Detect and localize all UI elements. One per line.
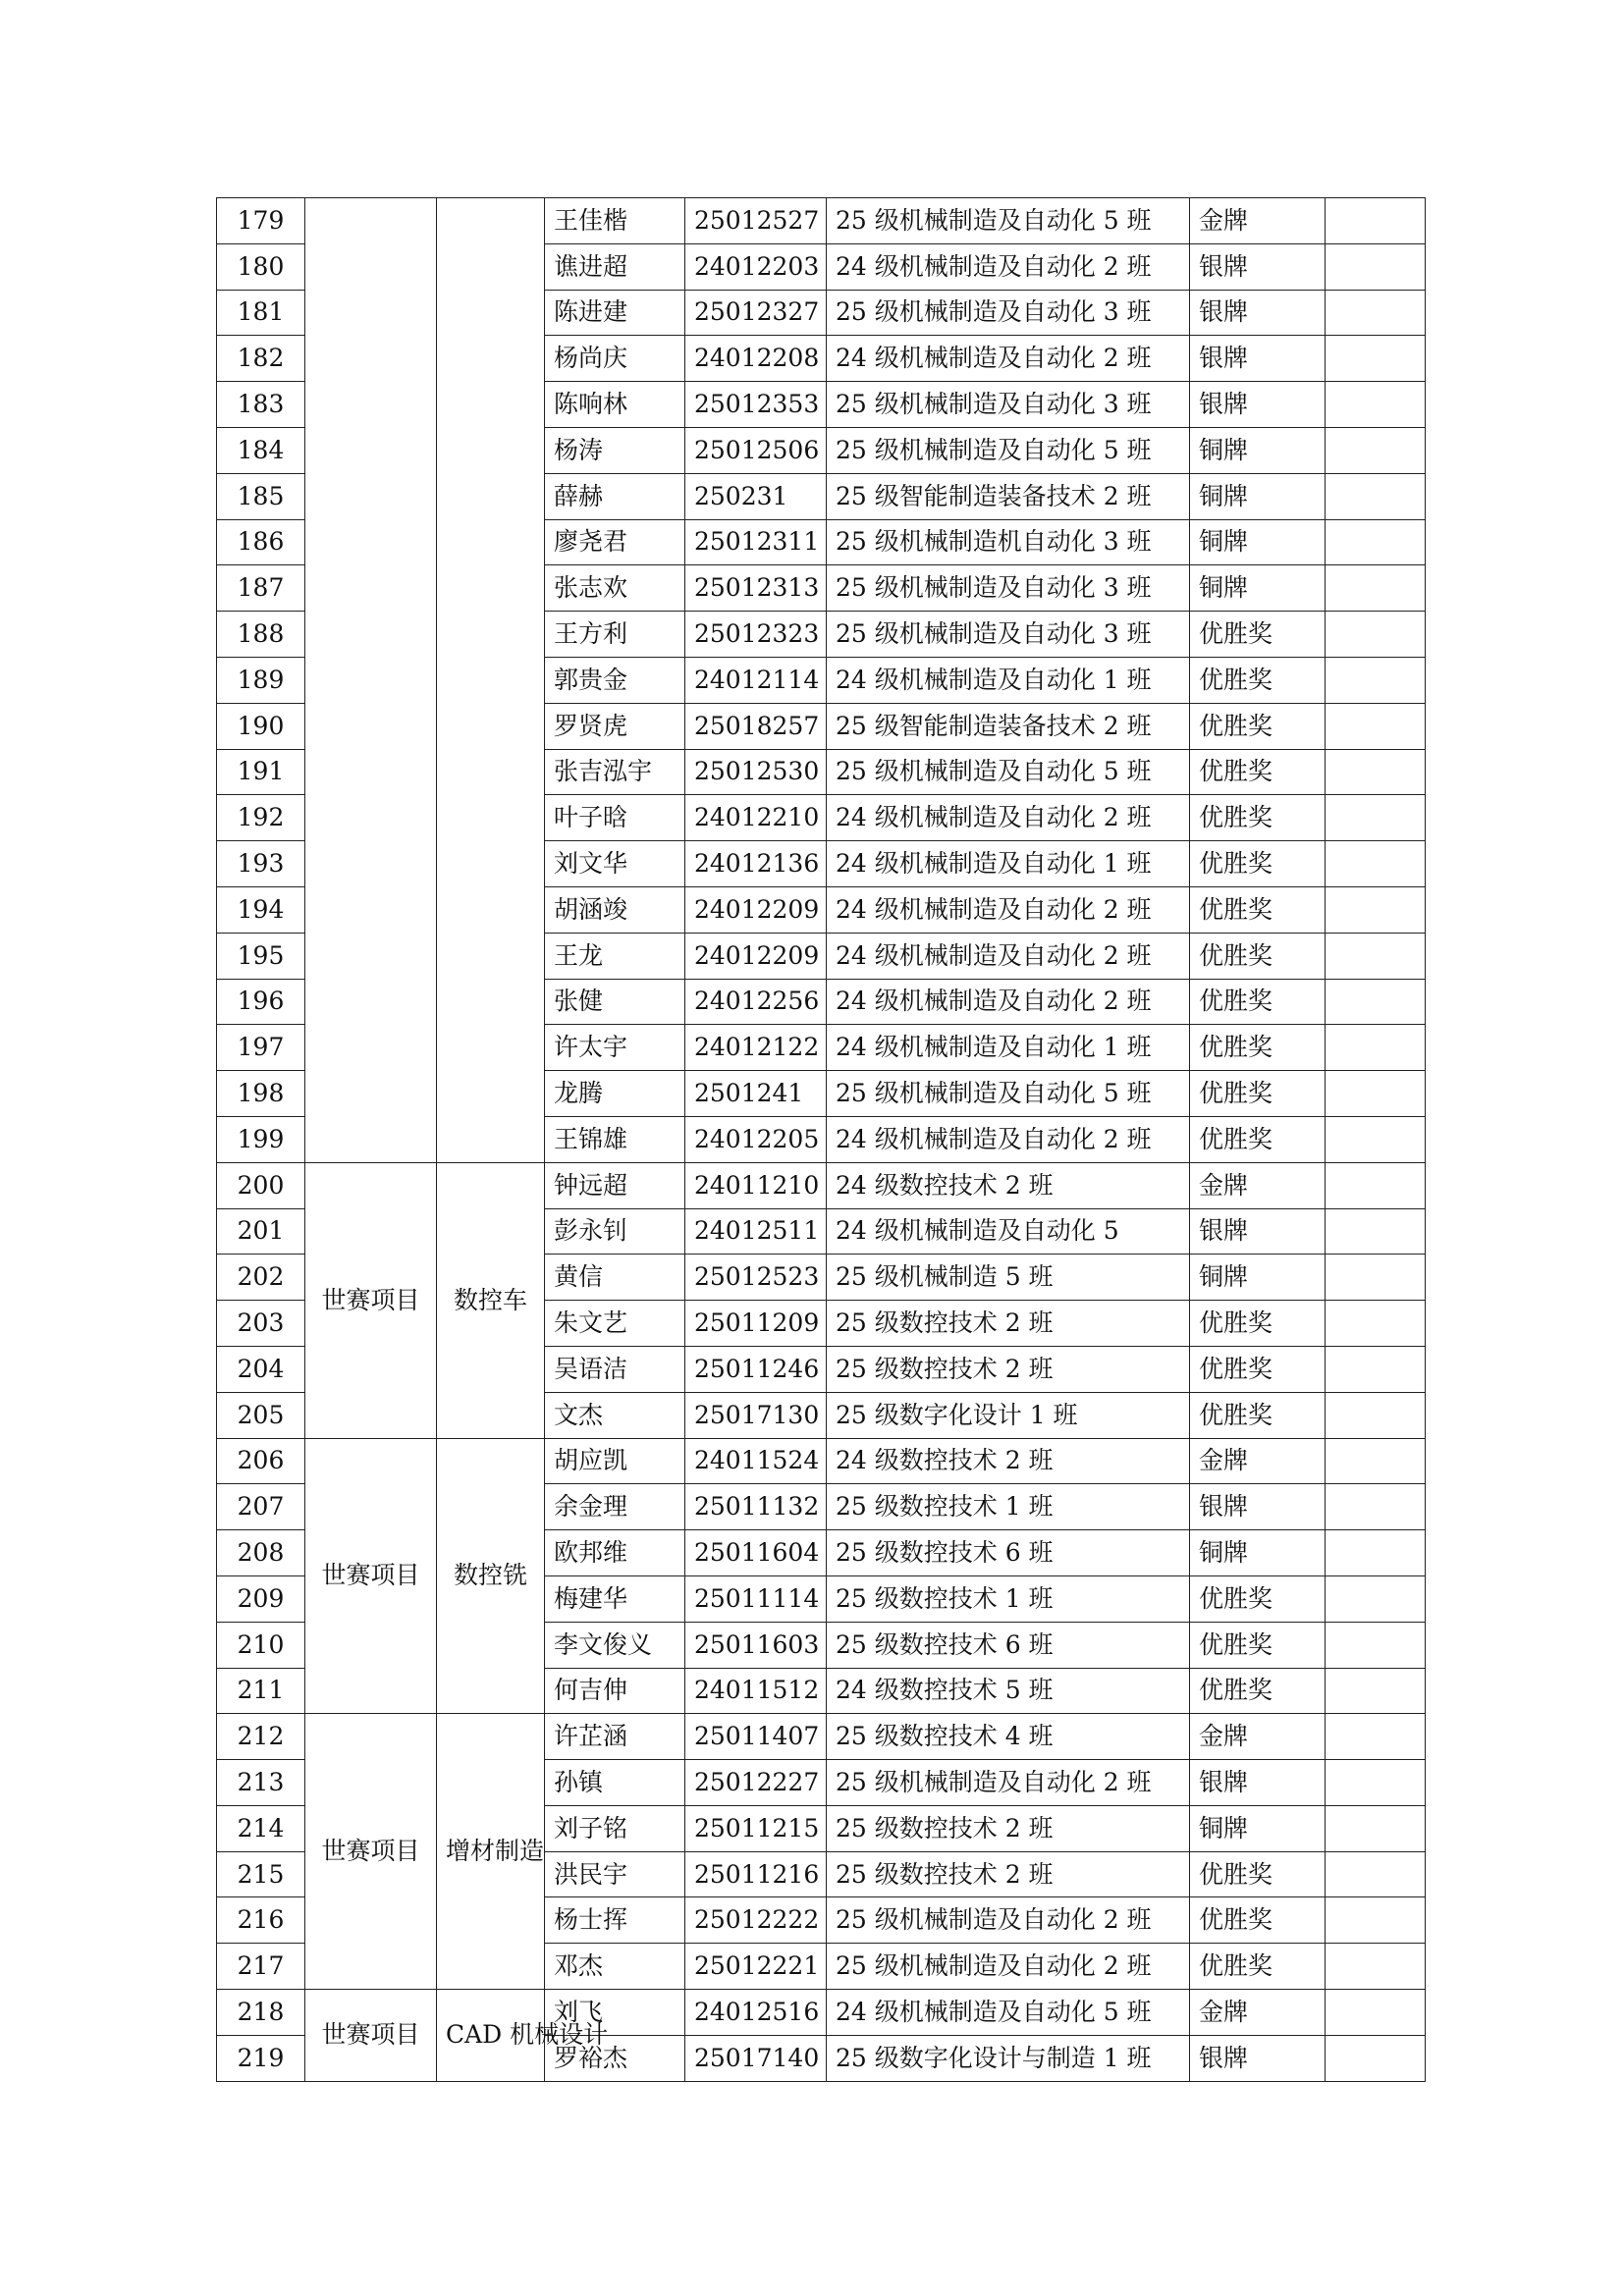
student-name-cell: 罗贤虎	[545, 703, 685, 749]
award-cell: 优胜奖	[1190, 703, 1326, 749]
student-name-cell: 孙镇	[545, 1760, 685, 1806]
student-name-cell: 朱文艺	[545, 1301, 685, 1347]
student-name-cell: 洪民宇	[545, 1851, 685, 1897]
class-cell: 25 级数控技术 1 班	[827, 1484, 1190, 1530]
student-id-cell: 24012256	[685, 979, 827, 1025]
row-number-cell: 209	[217, 1575, 305, 1622]
student-name-cell: 彭永钊	[545, 1208, 685, 1255]
student-id-cell: 24012511	[685, 1208, 827, 1255]
table-row	[217, 1990, 1426, 2036]
award-cell: 优胜奖	[1190, 1301, 1326, 1347]
note-cell	[1326, 1208, 1426, 1255]
category-cell: 世赛项目	[305, 1438, 437, 1714]
row-number-cell: 184	[217, 427, 305, 473]
class-cell: 25 级机械制造及自动化 5 班	[827, 198, 1190, 244]
row-number-cell: 211	[217, 1668, 305, 1714]
note-cell	[1326, 382, 1426, 428]
student-name-cell: 张志欢	[545, 565, 685, 612]
student-id-cell: 24011210	[685, 1162, 827, 1208]
student-id-cell: 25012221	[685, 1944, 827, 1990]
note-cell	[1326, 427, 1426, 473]
award-cell: 优胜奖	[1190, 657, 1326, 703]
row-number-cell: 199	[217, 1116, 305, 1162]
award-cell: 银牌	[1190, 2035, 1326, 2081]
award-cell: 银牌	[1190, 1208, 1326, 1255]
student-id-cell: 25012227	[685, 1760, 827, 1806]
note-cell	[1326, 243, 1426, 290]
student-id-cell: 25012530	[685, 749, 827, 795]
project-cell: 增材制造	[437, 1714, 545, 1990]
row-number-cell: 186	[217, 519, 305, 565]
row-number-cell: 185	[217, 473, 305, 519]
student-id-cell: 24012205	[685, 1116, 827, 1162]
note-cell	[1326, 841, 1426, 887]
row-number-cell: 201	[217, 1208, 305, 1255]
row-number-cell: 189	[217, 657, 305, 703]
row-number-cell: 190	[217, 703, 305, 749]
note-cell	[1326, 290, 1426, 336]
class-cell: 25 级数控技术 2 班	[827, 1851, 1190, 1897]
student-id-cell: 25011407	[685, 1714, 827, 1760]
student-id-cell: 25011209	[685, 1301, 827, 1347]
student-name-cell: 何吉伸	[545, 1668, 685, 1714]
note-cell	[1326, 565, 1426, 612]
note-cell	[1326, 657, 1426, 703]
student-name-cell: 许芷涵	[545, 1714, 685, 1760]
row-number-cell: 212	[217, 1714, 305, 1760]
class-cell: 25 级数控技术 2 班	[827, 1301, 1190, 1347]
class-cell: 25 级机械制造及自动化 3 班	[827, 612, 1190, 658]
student-name-cell: 黄信	[545, 1255, 685, 1301]
note-cell	[1326, 1301, 1426, 1347]
student-id-cell: 24012122	[685, 1025, 827, 1071]
row-number-cell: 196	[217, 979, 305, 1025]
class-cell: 25 级数字化设计与制造 1 班	[827, 2035, 1190, 2081]
row-number-cell: 219	[217, 2035, 305, 2081]
row-number-cell: 191	[217, 749, 305, 795]
class-cell: 25 级机械制造机自动化 3 班	[827, 519, 1190, 565]
student-name-cell: 梅建华	[545, 1575, 685, 1622]
award-cell: 优胜奖	[1190, 1944, 1326, 1990]
award-cell: 银牌	[1190, 243, 1326, 290]
note-cell	[1326, 1668, 1426, 1714]
award-cell: 优胜奖	[1190, 612, 1326, 658]
class-cell: 25 级数控技术 4 班	[827, 1714, 1190, 1760]
student-name-cell: 陈进建	[545, 290, 685, 336]
note-cell	[1326, 336, 1426, 382]
row-number-cell: 216	[217, 1897, 305, 1944]
note-cell	[1326, 1575, 1426, 1622]
student-name-cell: 杨尚庆	[545, 336, 685, 382]
student-id-cell: 24012114	[685, 657, 827, 703]
award-cell: 铜牌	[1190, 1805, 1326, 1851]
row-number-cell: 207	[217, 1484, 305, 1530]
award-cell: 优胜奖	[1190, 749, 1326, 795]
award-cell: 优胜奖	[1190, 1575, 1326, 1622]
student-id-cell: 2501241	[685, 1071, 827, 1117]
class-cell: 25 级机械制造 5 班	[827, 1255, 1190, 1301]
student-id-cell: 25012353	[685, 382, 827, 428]
class-cell: 24 级机械制造及自动化 2 班	[827, 886, 1190, 933]
class-cell: 24 级机械制造及自动化 2 班	[827, 933, 1190, 979]
note-cell	[1326, 703, 1426, 749]
row-number-cell: 217	[217, 1944, 305, 1990]
student-name-cell: 杨涛	[545, 427, 685, 473]
class-cell: 24 级机械制造及自动化 1 班	[827, 841, 1190, 887]
student-id-cell: 24011512	[685, 1668, 827, 1714]
student-name-cell: 王锦雄	[545, 1116, 685, 1162]
award-cell: 金牌	[1190, 1990, 1326, 2036]
award-cell: 优胜奖	[1190, 1346, 1326, 1392]
note-cell	[1326, 1760, 1426, 1806]
student-id-cell: 25012323	[685, 612, 827, 658]
student-name-cell: 胡涵竣	[545, 886, 685, 933]
student-name-cell: 钟远超	[545, 1162, 685, 1208]
award-cell: 银牌	[1190, 290, 1326, 336]
student-name-cell: 胡应凯	[545, 1438, 685, 1484]
project-cell: 数控车	[437, 1162, 545, 1438]
class-cell: 24 级机械制造及自动化 2 班	[827, 1116, 1190, 1162]
class-cell: 25 级机械制造及自动化 3 班	[827, 565, 1190, 612]
award-cell: 金牌	[1190, 198, 1326, 244]
class-cell: 24 级机械制造及自动化 1 班	[827, 657, 1190, 703]
student-id-cell: 250231	[685, 473, 827, 519]
award-cell: 银牌	[1190, 1760, 1326, 1806]
class-cell: 25 级智能制造装备技术 2 班	[827, 703, 1190, 749]
table-row	[217, 198, 1426, 244]
student-name-cell: 郭贵金	[545, 657, 685, 703]
note-cell	[1326, 1851, 1426, 1897]
table-row	[217, 1438, 1426, 1484]
student-id-cell: 25017140	[685, 2035, 827, 2081]
category-cell	[305, 198, 437, 1163]
award-cell: 优胜奖	[1190, 1851, 1326, 1897]
award-cell: 优胜奖	[1190, 1116, 1326, 1162]
note-cell	[1326, 1805, 1426, 1851]
student-id-cell: 25012527	[685, 198, 827, 244]
award-cell: 优胜奖	[1190, 1071, 1326, 1117]
class-cell: 25 级机械制造及自动化 2 班	[827, 1944, 1190, 1990]
student-name-cell: 叶子晗	[545, 795, 685, 841]
category-cell: 世赛项目	[305, 1990, 437, 2082]
row-number-cell: 215	[217, 1851, 305, 1897]
row-number-cell: 202	[217, 1255, 305, 1301]
student-name-cell: 王龙	[545, 933, 685, 979]
student-name-cell: 龙腾	[545, 1071, 685, 1117]
student-id-cell: 25012311	[685, 519, 827, 565]
class-cell: 24 级机械制造及自动化 5	[827, 1208, 1190, 1255]
row-number-cell: 218	[217, 1990, 305, 2036]
note-cell	[1326, 1255, 1426, 1301]
row-number-cell: 193	[217, 841, 305, 887]
class-cell: 24 级机械制造及自动化 2 班	[827, 979, 1190, 1025]
row-number-cell: 200	[217, 1162, 305, 1208]
class-cell: 25 级数字化设计 1 班	[827, 1392, 1190, 1438]
award-cell: 金牌	[1190, 1714, 1326, 1760]
student-name-cell: 张吉泓宇	[545, 749, 685, 795]
student-name-cell: 刘子铭	[545, 1805, 685, 1851]
award-cell: 优胜奖	[1190, 933, 1326, 979]
note-cell	[1326, 886, 1426, 933]
student-id-cell: 24012209	[685, 886, 827, 933]
note-cell	[1326, 2035, 1426, 2081]
row-number-cell: 192	[217, 795, 305, 841]
award-cell: 优胜奖	[1190, 1897, 1326, 1944]
award-cell: 优胜奖	[1190, 1668, 1326, 1714]
class-cell: 25 级机械制造及自动化 3 班	[827, 382, 1190, 428]
row-number-cell: 180	[217, 243, 305, 290]
class-cell: 25 级数控技术 2 班	[827, 1805, 1190, 1851]
row-number-cell: 214	[217, 1805, 305, 1851]
class-cell: 25 级智能制造装备技术 2 班	[827, 473, 1190, 519]
class-cell: 25 级数控技术 2 班	[827, 1346, 1190, 1392]
row-number-cell: 208	[217, 1530, 305, 1576]
student-name-cell: 欧邦维	[545, 1530, 685, 1576]
project-cell	[437, 198, 545, 1163]
student-name-cell: 薛赫	[545, 473, 685, 519]
table-row	[217, 1714, 1426, 1760]
note-cell	[1326, 1025, 1426, 1071]
student-name-cell: 廖尧君	[545, 519, 685, 565]
row-number-cell: 181	[217, 290, 305, 336]
student-name-cell: 许太宇	[545, 1025, 685, 1071]
student-id-cell: 24011524	[685, 1438, 827, 1484]
award-cell: 优胜奖	[1190, 1392, 1326, 1438]
class-cell: 25 级机械制造及自动化 5 班	[827, 1071, 1190, 1117]
student-id-cell: 25017130	[685, 1392, 827, 1438]
category-cell: 世赛项目	[305, 1162, 437, 1438]
note-cell	[1326, 1990, 1426, 2036]
student-name-cell: 吴语洁	[545, 1346, 685, 1392]
student-name-cell: 刘文华	[545, 841, 685, 887]
row-number-cell: 195	[217, 933, 305, 979]
award-cell: 优胜奖	[1190, 795, 1326, 841]
student-id-cell: 24012136	[685, 841, 827, 887]
row-number-cell: 183	[217, 382, 305, 428]
class-cell: 24 级机械制造及自动化 2 班	[827, 795, 1190, 841]
note-cell	[1326, 1071, 1426, 1117]
row-number-cell: 213	[217, 1760, 305, 1806]
note-cell	[1326, 1622, 1426, 1668]
row-number-cell: 198	[217, 1071, 305, 1117]
student-id-cell: 25011604	[685, 1530, 827, 1576]
student-name-cell: 王佳楷	[545, 198, 685, 244]
note-cell	[1326, 1162, 1426, 1208]
note-cell	[1326, 1484, 1426, 1530]
note-cell	[1326, 473, 1426, 519]
class-cell: 25 级机械制造及自动化 5 班	[827, 427, 1190, 473]
student-id-cell: 25011114	[685, 1575, 827, 1622]
class-cell: 25 级机械制造及自动化 2 班	[827, 1897, 1190, 1944]
student-id-cell: 25012327	[685, 290, 827, 336]
row-number-cell: 182	[217, 336, 305, 382]
student-name-cell: 谯进超	[545, 243, 685, 290]
row-number-cell: 206	[217, 1438, 305, 1484]
note-cell	[1326, 1897, 1426, 1944]
student-id-cell: 25011215	[685, 1805, 827, 1851]
note-cell	[1326, 749, 1426, 795]
student-id-cell: 25011132	[685, 1484, 827, 1530]
note-cell	[1326, 1530, 1426, 1576]
note-cell	[1326, 1438, 1426, 1484]
student-name-cell: 罗裕杰	[545, 2035, 685, 2081]
award-cell: 铜牌	[1190, 473, 1326, 519]
award-cell: 优胜奖	[1190, 1622, 1326, 1668]
award-table-body	[217, 198, 1426, 2082]
class-cell: 24 级机械制造及自动化 1 班	[827, 1025, 1190, 1071]
note-cell	[1326, 979, 1426, 1025]
student-id-cell: 24012209	[685, 933, 827, 979]
award-cell: 银牌	[1190, 382, 1326, 428]
award-cell: 优胜奖	[1190, 1025, 1326, 1071]
award-cell: 铜牌	[1190, 427, 1326, 473]
award-cell: 银牌	[1190, 1484, 1326, 1530]
student-id-cell: 25012222	[685, 1897, 827, 1944]
note-cell	[1326, 198, 1426, 244]
student-id-cell: 25018257	[685, 703, 827, 749]
student-id-cell: 25011603	[685, 1622, 827, 1668]
row-number-cell: 194	[217, 886, 305, 933]
award-cell: 铜牌	[1190, 1530, 1326, 1576]
row-number-cell: 187	[217, 565, 305, 612]
student-id-cell: 24012516	[685, 1990, 827, 2036]
award-cell: 优胜奖	[1190, 979, 1326, 1025]
student-name-cell: 王方利	[545, 612, 685, 658]
student-name-cell: 邓杰	[545, 1944, 685, 1990]
award-cell: 铜牌	[1190, 519, 1326, 565]
student-id-cell: 25011246	[685, 1346, 827, 1392]
note-cell	[1326, 1714, 1426, 1760]
class-cell: 25 级数控技术 1 班	[827, 1575, 1190, 1622]
award-cell: 金牌	[1190, 1162, 1326, 1208]
student-id-cell: 25012523	[685, 1255, 827, 1301]
student-id-cell: 25011216	[685, 1851, 827, 1897]
row-number-cell: 205	[217, 1392, 305, 1438]
student-name-cell: 张健	[545, 979, 685, 1025]
note-cell	[1326, 1116, 1426, 1162]
award-cell: 优胜奖	[1190, 841, 1326, 887]
class-cell: 24 级机械制造及自动化 2 班	[827, 243, 1190, 290]
student-name-cell: 刘飞	[545, 1990, 685, 2036]
class-cell: 24 级数控技术 5 班	[827, 1668, 1190, 1714]
student-name-cell: 文杰	[545, 1392, 685, 1438]
student-name-cell: 杨士挥	[545, 1897, 685, 1944]
note-cell	[1326, 795, 1426, 841]
class-cell: 25 级机械制造及自动化 5 班	[827, 749, 1190, 795]
note-cell	[1326, 612, 1426, 658]
class-cell: 24 级数控技术 2 班	[827, 1162, 1190, 1208]
student-id-cell: 24012210	[685, 795, 827, 841]
class-cell: 24 级机械制造及自动化 5 班	[827, 1990, 1190, 2036]
award-table	[216, 197, 1426, 2082]
note-cell	[1326, 1346, 1426, 1392]
row-number-cell: 204	[217, 1346, 305, 1392]
note-cell	[1326, 519, 1426, 565]
class-cell: 25 级机械制造及自动化 2 班	[827, 1760, 1190, 1806]
student-id-cell: 24012203	[685, 243, 827, 290]
student-name-cell: 余金理	[545, 1484, 685, 1530]
award-cell: 优胜奖	[1190, 886, 1326, 933]
category-cell: 世赛项目	[305, 1714, 437, 1990]
student-id-cell: 24012208	[685, 336, 827, 382]
award-cell: 金牌	[1190, 1438, 1326, 1484]
student-name-cell: 陈响林	[545, 382, 685, 428]
note-cell	[1326, 933, 1426, 979]
project-cell: 数控铣	[437, 1438, 545, 1714]
student-id-cell: 25012313	[685, 565, 827, 612]
award-cell: 银牌	[1190, 336, 1326, 382]
award-cell: 铜牌	[1190, 1255, 1326, 1301]
table-row	[217, 1162, 1426, 1208]
award-cell: 铜牌	[1190, 565, 1326, 612]
class-cell: 24 级数控技术 2 班	[827, 1438, 1190, 1484]
class-cell: 24 级机械制造及自动化 2 班	[827, 336, 1190, 382]
student-name-cell: 李文俊义	[545, 1622, 685, 1668]
note-cell	[1326, 1944, 1426, 1990]
class-cell: 25 级数控技术 6 班	[827, 1622, 1190, 1668]
class-cell: 25 级机械制造及自动化 3 班	[827, 290, 1190, 336]
note-cell	[1326, 1392, 1426, 1438]
student-id-cell: 25012506	[685, 427, 827, 473]
row-number-cell: 203	[217, 1301, 305, 1347]
class-cell: 25 级数控技术 6 班	[827, 1530, 1190, 1576]
row-number-cell: 210	[217, 1622, 305, 1668]
project-cell: CAD 机械设计	[437, 1990, 545, 2082]
row-number-cell: 188	[217, 612, 305, 658]
row-number-cell: 197	[217, 1025, 305, 1071]
row-number-cell: 179	[217, 198, 305, 244]
